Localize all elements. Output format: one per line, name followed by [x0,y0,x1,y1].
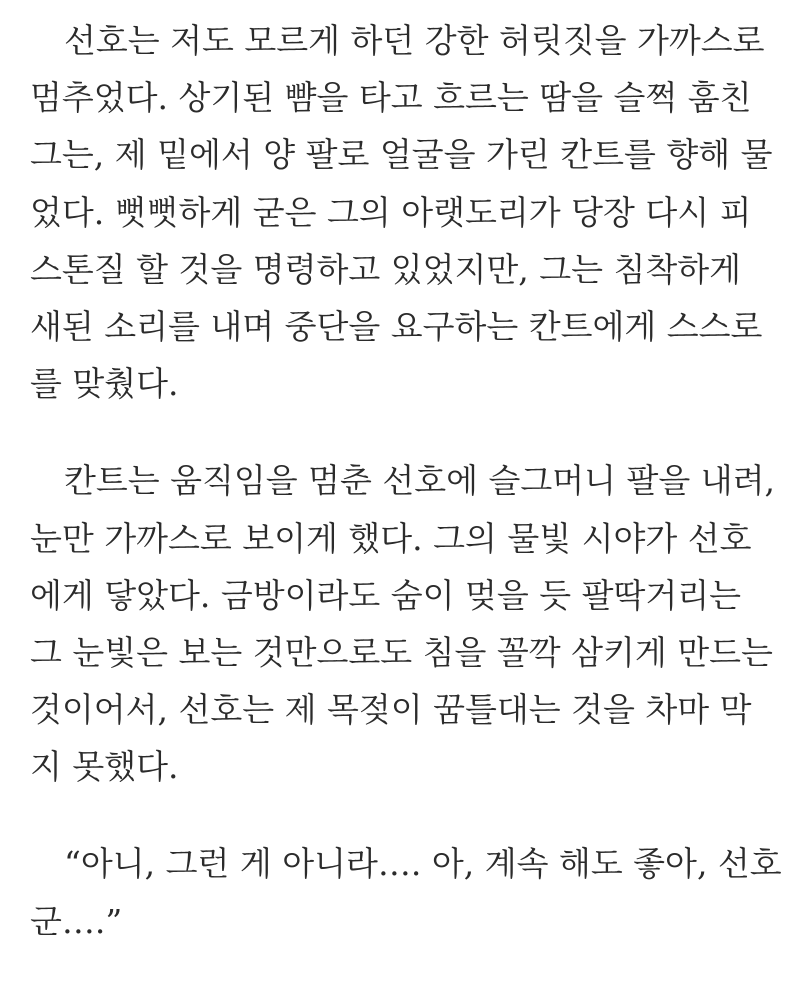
paragraph-2 [30,452,775,795]
text-line: 선호는 저도 모르게 하던 강한 허릿짓을 가까스로 [64,21,765,60]
dialogue-line: “아니, 그런 게 아니라…. 아, 계속 해도 좋아, 선호 [64,844,782,884]
text-line: 스톤질 할 것을 명령하고 있었지만, 그는 침착하게 [30,249,741,289]
text-line: 것이어서, 선호는 제 목젖이 꿈틀대는 것을 차마 막 [30,690,752,730]
text-line: 새된 소리를 내며 중단을 요구하는 칸트에게 스스로 [30,306,763,346]
text-line: 멈추었다. 상기된 뺨을 타고 흐르는 땀을 슬쩍 훔친 [30,78,752,118]
text-line: 지 못했다. [30,747,179,787]
document-body [30,12,782,990]
text-line: 에게 닿았다. 금방이라도 숨이 멎을 듯 팔딱거리는 [30,575,741,615]
text-line: 칸트는 움직임을 멈춘 선호에 슬그머니 팔을 내려, [64,461,775,501]
paragraph-3 [30,835,782,949]
text-line: 눈만 가까스로 보이게 했다. 그의 물빛 시야가 선호 [30,518,752,558]
text-line: 그는, 제 밑에서 양 팔로 얼굴을 가린 칸트를 향해 물 [30,135,773,175]
text-line: 그 눈빛은 보는 것만으로도 침을 꼴깍 삼키게 만드는 [30,632,773,672]
text-line: 었다. 뻣뻣하게 굳은 그의 아랫도리가 당장 다시 피 [30,192,752,232]
text-line: 를 맞췄다. [30,364,179,404]
dialogue-line: 군….” [30,901,123,941]
paragraph-1 [30,12,773,412]
